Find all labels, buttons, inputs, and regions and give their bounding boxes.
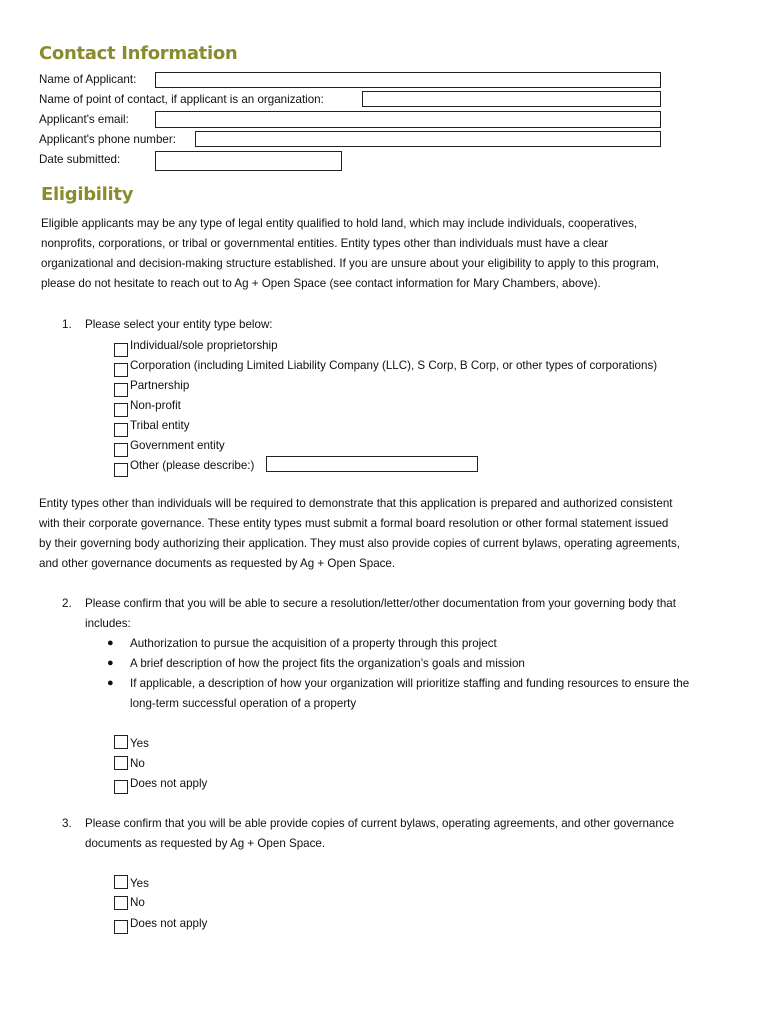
q3-text xyxy=(85,814,674,854)
entity-individual-label: Individual/sole proprietorship xyxy=(130,339,278,352)
governance-line: with their corporate governance. These entity types must submit a formal board resolution or other formal statement issued xyxy=(39,517,669,530)
entity-partnership-checkbox[interactable] xyxy=(114,383,128,397)
q3-does-not-apply-checkbox[interactable] xyxy=(114,920,128,934)
q1-number: 1. xyxy=(62,318,72,331)
bullet-icon: ● xyxy=(107,657,114,669)
bullet-icon: ● xyxy=(107,677,114,689)
q2-line: Please confirm that you will be able to secure a resolution/letter/other documentation from your governing body that xyxy=(85,597,676,610)
q2-does-not-apply-label: Does not apply xyxy=(130,777,208,790)
point-of-contact-label: Name of point of contact, if applicant is an organization: xyxy=(39,93,324,106)
entity-tribal-label: Tribal entity xyxy=(130,419,190,432)
bullet-icon: ● xyxy=(107,637,114,649)
governance-line: Entity types other than individuals will be required to demonstrate that this application is prepared and authorized consistent xyxy=(39,497,673,510)
q1-text: Please select your entity type below: xyxy=(85,318,273,331)
applicant-name-label: Name of Applicant: xyxy=(39,73,137,86)
q2-number: 2. xyxy=(62,597,72,610)
governance-paragraph xyxy=(39,494,680,574)
q2-bullet-3-continued: long-term successful operation of a property xyxy=(130,697,357,710)
q2-text xyxy=(85,594,676,634)
date-submitted-input[interactable] xyxy=(155,151,342,171)
q2-yes-label: Yes xyxy=(130,737,149,750)
applicant-email-label: Applicant's email: xyxy=(39,113,129,126)
entity-individual-checkbox[interactable] xyxy=(114,343,128,357)
q3-line: Please confirm that you will be able provide copies of current bylaws, operating agreements, and other governance xyxy=(85,817,675,830)
applicant-email-input[interactable] xyxy=(155,111,661,128)
entity-government-checkbox[interactable] xyxy=(114,443,128,457)
q3-does-not-apply-label: Does not apply xyxy=(130,917,208,930)
q2-yes-checkbox[interactable] xyxy=(114,735,128,749)
date-submitted-label: Date submitted: xyxy=(39,153,121,166)
q2-does-not-apply-checkbox[interactable] xyxy=(114,780,128,794)
entity-corporation-label: Corporation (including Limited Liability Company (LLC), S Corp, B Corp, or other types of corporations) xyxy=(130,359,658,372)
q2-bullet-3: If applicable, a description of how your organization will prioritize staffing and funding resources to ensure the xyxy=(130,677,690,690)
q3-no-label: No xyxy=(130,896,145,909)
q3-number: 3. xyxy=(62,817,72,830)
q2-bullet-1: Authorization to pursue the acquisition of a property through this project xyxy=(130,637,497,650)
eligibility-heading: Eligibility xyxy=(41,184,134,205)
intro-line: organizational and decision-making structure established. If you are unsure about your eligibility to apply to this program, xyxy=(41,257,660,270)
applicant-phone-input[interactable] xyxy=(195,131,661,147)
q3-yes-label: Yes xyxy=(130,877,149,890)
q3-yes-checkbox[interactable] xyxy=(114,875,128,889)
entity-nonprofit-checkbox[interactable] xyxy=(114,403,128,417)
q2-bullet-2: A brief description of how the project fits the organization’s goals and mission xyxy=(130,657,525,670)
intro-line: nonprofits, corporations, or tribal or governmental entities. Entity types other than individuals must have a clear xyxy=(41,237,609,250)
governance-line: and other governance documents as requested by Ag + Open Space. xyxy=(39,557,396,570)
entity-corporation-checkbox[interactable] xyxy=(114,363,128,377)
q2-line: includes: xyxy=(85,617,131,630)
point-of-contact-input[interactable] xyxy=(362,91,661,107)
q2-no-label: No xyxy=(130,757,145,770)
applicant-phone-label: Applicant's phone number: xyxy=(39,133,176,146)
eligibility-intro xyxy=(41,214,659,294)
entity-nonprofit-label: Non-profit xyxy=(130,399,181,412)
q3-no-checkbox[interactable] xyxy=(114,896,128,910)
intro-line: Eligible applicants may be any type of legal entity qualified to hold land, which may include individuals, cooperatives, xyxy=(41,217,638,230)
q2-no-checkbox[interactable] xyxy=(114,756,128,770)
governance-line: by their governing body authorizing their application. They must also provide copies of current bylaws, operating agreements, xyxy=(39,537,681,550)
entity-partnership-label: Partnership xyxy=(130,379,190,392)
entity-other-input[interactable] xyxy=(266,456,478,472)
applicant-name-input[interactable] xyxy=(155,72,661,88)
contact-heading: Contact Information xyxy=(39,43,238,64)
entity-other-checkbox[interactable] xyxy=(114,463,128,477)
entity-government-label: Government entity xyxy=(130,439,225,452)
intro-line: please do not hesitate to reach out to Ag + Open Space (see contact information for Mary Chambers, above). xyxy=(41,277,601,290)
entity-other-label: Other (please describe:) xyxy=(130,459,255,472)
q3-line: documents as requested by Ag + Open Space. xyxy=(85,837,326,850)
entity-tribal-checkbox[interactable] xyxy=(114,423,128,437)
